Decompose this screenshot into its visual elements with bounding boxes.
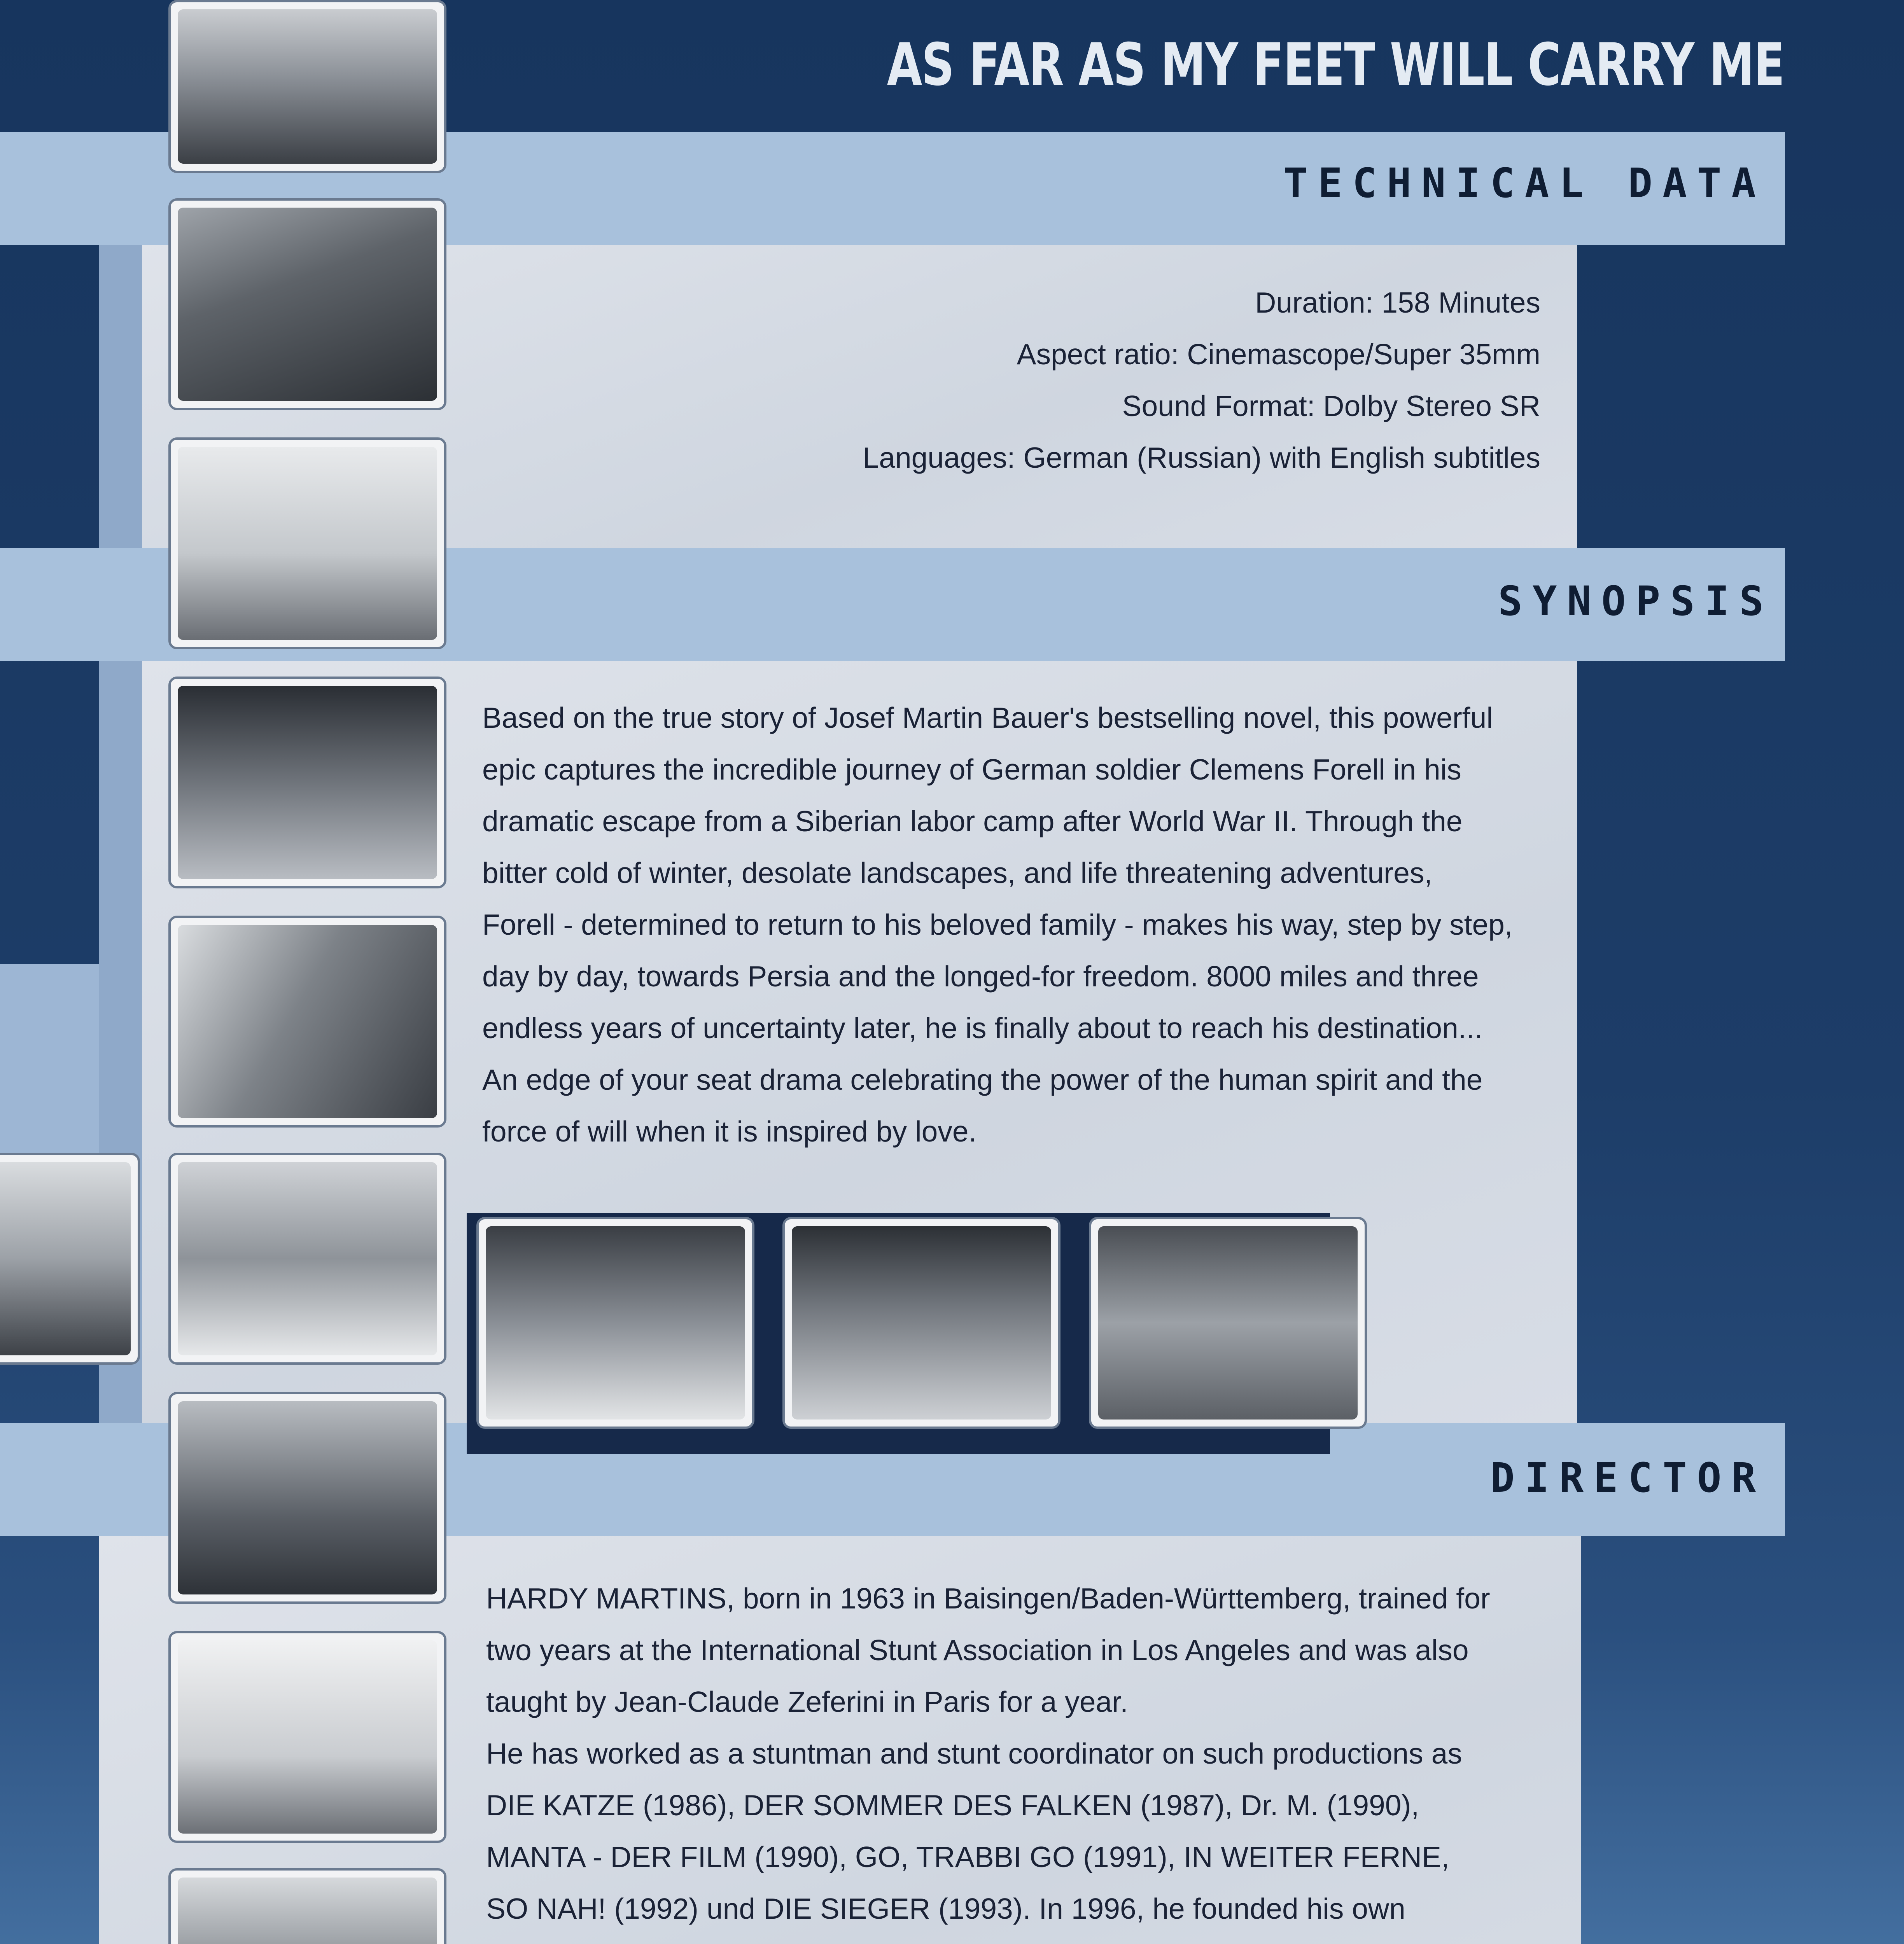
film-still-photo <box>0 1153 140 1365</box>
film-still-photo <box>168 0 446 173</box>
synopsis-line: force of will when it is inspired by love. <box>482 1115 977 1148</box>
page-title: AS FAR AS MY FEET WILL CARRY ME <box>887 31 1784 99</box>
director-line: DIE KATZE (1986), DER SOMMER DES FALKEN (1987), Dr. M. (1990), <box>486 1789 1419 1822</box>
synopsis-line: day by day, towards Persia and the longed-for freedom. 8000 miles and three <box>482 960 1479 993</box>
film-still-photo <box>168 198 446 410</box>
film-still-photo <box>168 1153 446 1365</box>
technical-data-heading: TECHNICAL DATA <box>1283 159 1766 207</box>
film-still-photo <box>782 1217 1060 1429</box>
synopsis-line: epic captures the incredible journey of German soldier Clemens Forell in his <box>482 753 1461 786</box>
synopsis-line: bitter cold of winter, desolate landscapes, and life threatening adventures, <box>482 857 1433 889</box>
film-still-photo <box>1089 1217 1367 1429</box>
synopsis-line: endless years of uncertainty later, he is finally about to reach his destination... <box>482 1012 1483 1044</box>
duration-line: Duration: 158 Minutes <box>1255 286 1540 319</box>
director-line: two years at the International Stunt Association in Los Angeles and was also <box>486 1634 1469 1666</box>
synopsis-heading: SYNOPSIS <box>1498 577 1774 625</box>
film-still-photo <box>168 1392 446 1604</box>
synopsis-line: Based on the true story of Josef Martin Bauer's bestselling novel, this powerful <box>482 701 1493 734</box>
synopsis-line: dramatic escape from a Siberian labor camp after World War II. Through the <box>482 805 1463 837</box>
film-still-photo <box>168 1631 446 1843</box>
director-line: He has worked as a stuntman and stunt coordinator on such productions as <box>486 1737 1462 1770</box>
technical-data-list <box>863 277 1540 484</box>
film-still-photo <box>476 1217 754 1429</box>
film-still-photo <box>168 677 446 888</box>
aspect-ratio-line: Aspect ratio: Cinemascope/Super 35mm <box>1017 338 1540 371</box>
film-still-photo <box>168 1868 446 1944</box>
director-line: HARDY MARTINS, born in 1963 in Baisingen/Baden-Württemberg, trained for <box>486 1582 1490 1615</box>
sound-format-line: Sound Format: Dolby Stereo SR <box>1122 390 1540 422</box>
synopsis-line: Forell - determined to return to his beloved family - makes his way, step by step, <box>482 908 1513 941</box>
director-text <box>486 1573 1512 1944</box>
director-line: SO NAH! (1992) und DIE SIEGER (1993). In 1996, he founded his own <box>486 1892 1405 1925</box>
director-line <box>486 1935 1512 1944</box>
director-line: MANTA - DER FILM (1990), GO, TRABBI GO (1991), IN WEITER FERNE, <box>486 1841 1449 1873</box>
director-line: taught by Jean-Claude Zeferini in Paris for a year. <box>486 1685 1128 1718</box>
film-still-photo <box>168 437 446 649</box>
synopsis-text <box>482 692 1513 1157</box>
director-heading: DIRECTOR <box>1490 1454 1766 1502</box>
synopsis-line: An edge of your seat drama celebrating the power of the human spirit and the <box>482 1063 1483 1096</box>
film-still-photo <box>168 916 446 1128</box>
languages-line: Languages: German (Russian) with English subtitles <box>863 441 1540 474</box>
